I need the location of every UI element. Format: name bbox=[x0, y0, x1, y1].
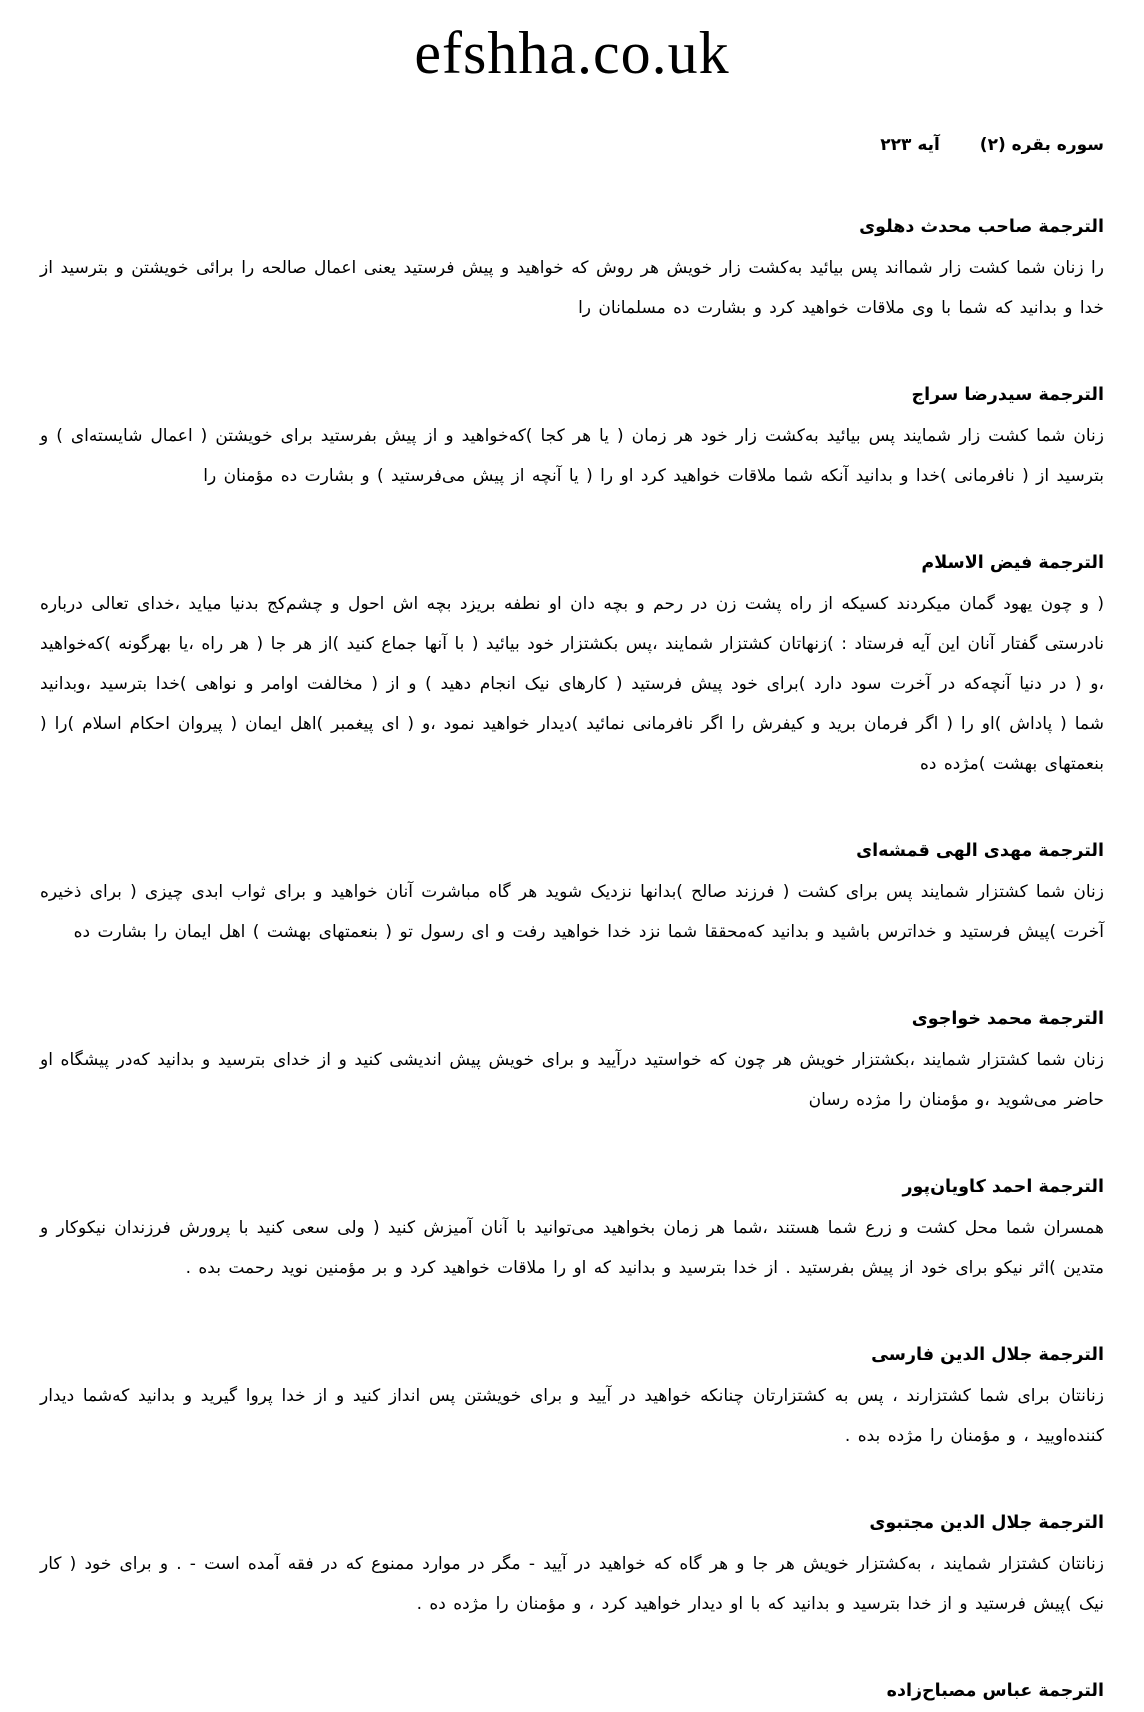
translation-text: زنان شما کشتزار شمایند پس برای کشت ( فرزند صالح )بدانها نزدیک شوید هر گاه مباشرت آنان خواهید و برای ثواب ابدی چیزی ( برای ذخیره آخرت )پیش فرستید و خداترس باشید و بدانید که‌محققا شما نزد خدا خواهید رفت و ای رسول تو ( بنعمتهای بهشت ) اهل ایمان را بشارت ده bbox=[40, 882, 1104, 942]
translation-section bbox=[40, 212, 1104, 328]
translator-heading: الترجمة جلال الدین مجتبوی bbox=[869, 1513, 1104, 1533]
translation-text: را زنان شما کشت زار شمااند پس بیائید به‌کشت زار خویش هر روش که خواهید و پیش فرستید یعنی اعمال صالحه را برائی خویشتن و بترسید از خدا و بدانید که شما با وی ملاقات خواهید کرد و بشارت ده مسلمانان را bbox=[40, 258, 1104, 318]
translator-heading: الترجمة عباس مصباح‌زاده bbox=[886, 1681, 1104, 1701]
translator-heading: الترجمة جلال الدین فارسی bbox=[871, 1345, 1104, 1365]
translation-text: زنانتان برای شما کشتزارند ، پس به کشتزارتان چنانکه خواهید در آیید و برای خویشتن پس انداز کنید و از خدا پروا گیرید و بدانید که‌شما دیدار کننده‌اویید ، و مؤمنان را مژده بده . bbox=[40, 1386, 1104, 1446]
translator-heading: الترجمة فیض الاسلام bbox=[921, 553, 1104, 573]
translation-section bbox=[40, 1172, 1104, 1288]
translation-section bbox=[40, 1340, 1104, 1456]
surah-ayah-header bbox=[40, 130, 1104, 160]
translator-heading: الترجمة سیدرضا سراج bbox=[911, 385, 1104, 405]
site-title: efshha.co.uk bbox=[414, 20, 730, 86]
translator-heading: الترجمة صاحب محدث دهلوی bbox=[859, 217, 1104, 237]
translation-section bbox=[40, 1676, 1104, 1706]
translation-text: زنانتان کشتزار شمایند ، به‌کشتزار خویش هر جا و هر گاه که خواهید در آیید - مگر در موارد ممنوع که در فقه آمده است - . و برای خود ( کار نیک )پیش فرستید و از خدا بترسید و بدانید که با او دیدار خواهید کرد ، و مؤمنان را مژده ده . bbox=[40, 1554, 1104, 1614]
translator-heading: الترجمة احمد کاویان‌پور bbox=[902, 1177, 1104, 1197]
translator-heading: الترجمة محمد خواجوی bbox=[911, 1009, 1104, 1029]
surah-label: سوره بقره (۲) bbox=[979, 135, 1104, 155]
translator-heading: الترجمة مهدی الهی قمشه‌ای bbox=[856, 841, 1104, 861]
translations-document bbox=[0, 130, 1144, 1706]
translation-section bbox=[40, 380, 1104, 496]
translation-text: همسران شما محل کشت و زرع شما هستند ،شما هر زمان بخواهید می‌توانید با آنان آمیزش کنید ( ولی سعی کنید با پرورش فرزندان نیکوکار و متدین )اثر نیکو برای خود از پیش بفرستید . از خدا بترسید و بدانید که او را ملاقات خواهید کرد و بر مؤمنین نوید رحمت بده . bbox=[40, 1218, 1104, 1278]
translation-text: زنان شما کشت زار شمایند پس بیائید به‌کشت زار خود هر زمان ( یا هر کجا )که‌خواهید و از پیش بفرستید برای خویشتن ( اعمال شایسته‌ای ) و بترسید از ( نافرمانی )خدا و بدانید آنکه شما ملاقات خواهید کرد او را ( یا آنچه از پیش می‌فرستید ) و بشارت ده مؤمنان را bbox=[40, 426, 1104, 486]
translation-text: زنان شما کشتزار شمایند ،بکشتزار خویش هر چون که خواستید درآیید و برای خویش پیش اندیشی کنید و از خدای بترسید و بدانید که‌در پیشگاه او حاضر می‌شوید ،و مؤمنان را مژده رسان bbox=[40, 1050, 1104, 1110]
translation-text: ( و چون یهود گمان میکردند کسیکه از راه پشت زن در رحم و بچه دان او نطفه بریزد بچه اش احول و چشم‌کج بدنیا میاید ،خدای تعالی درباره نادرستی گفتار آنان این آیه فرستاد : )زنهاتان کشتزار شمایند ،پس بکشتزار خود بیائید ( با آنها جماع کنید )از هر جا ( هر راه ،یا بهرگونه )که‌خواهید ،و ( در دنیا آنچه‌که در آخرت سود دارد )برای خود پیش فرستید ( کارهای نیک انجام دهید ) و از ( مخالفت اوامر و نواهی )خدا بترسید ،وبدانید شما ( پاداش )او را ( اگر فرمان برید و کیفرش را اگر نافرمانی نمائید )دیدار خواهید نمود ،و ( ای پیغمبر )اهل ایمان ( پیروان احکام اسلام )را ( بنعمتهای بهشت )مژده ده bbox=[40, 594, 1104, 774]
translation-section bbox=[40, 836, 1104, 952]
translation-section bbox=[40, 1004, 1104, 1120]
translation-section bbox=[40, 548, 1104, 784]
translation-section bbox=[40, 1508, 1104, 1624]
ayah-label: آیه ۲۲۳ bbox=[880, 135, 940, 155]
